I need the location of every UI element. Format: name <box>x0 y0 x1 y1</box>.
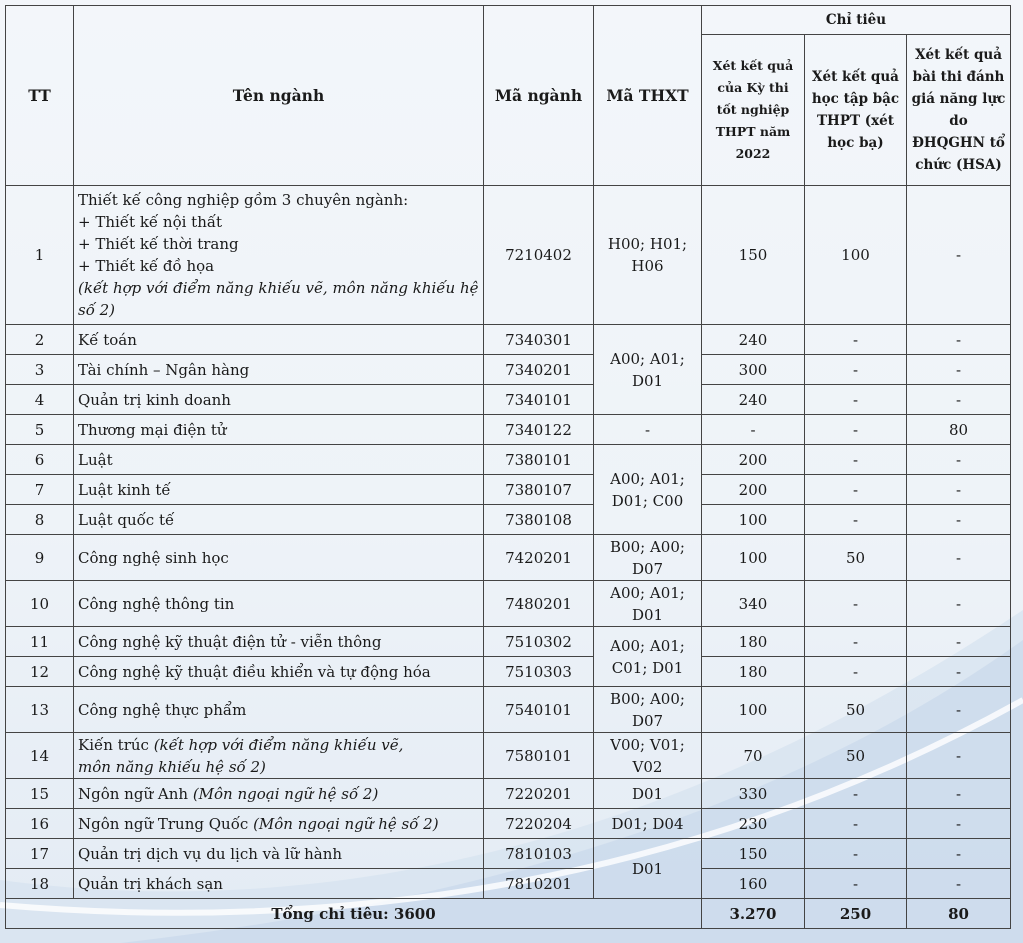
table-row <box>6 355 1011 385</box>
cell-tt: 5 <box>6 415 74 445</box>
cell-code: 7220201 <box>484 779 594 809</box>
cell-name: Luật <box>74 445 484 475</box>
cell-hocba: - <box>805 657 907 687</box>
cell-thxt: A00; A01; D01 <box>594 581 702 627</box>
table-row <box>6 687 1011 733</box>
cell-thpt: 100 <box>702 505 805 535</box>
cell-hocba: - <box>805 505 907 535</box>
cell-hocba: - <box>805 385 907 415</box>
cell-hsa: - <box>907 839 1011 869</box>
cell-thxt: D01 <box>594 779 702 809</box>
cell-code: 7540101 <box>484 687 594 733</box>
cell-hsa: - <box>907 581 1011 627</box>
cell-tt: 6 <box>6 445 74 475</box>
table-row <box>6 809 1011 839</box>
name-note: (Môn ngoại ngữ hệ số 2) <box>253 814 439 833</box>
cell-tt: 8 <box>6 505 74 535</box>
cell-hsa: - <box>907 355 1011 385</box>
cell-hsa: - <box>907 627 1011 657</box>
cell-hocba: - <box>805 475 907 505</box>
cell-thxt: A00; A01; C01; D01 <box>594 627 702 687</box>
name-line: + Thiết kế nội thất <box>78 213 223 231</box>
cell-code: 7340201 <box>484 355 594 385</box>
cell-thpt: 340 <box>702 581 805 627</box>
cell-tt: 15 <box>6 779 74 809</box>
cell-hocba: - <box>805 445 907 475</box>
cell-thpt: 230 <box>702 809 805 839</box>
table-row <box>6 733 1011 779</box>
cell-thxt: D01; D04 <box>594 809 702 839</box>
cell-hsa: - <box>907 445 1011 475</box>
cell-thxt: A00; A01; D01 <box>594 325 702 415</box>
cell-hocba: - <box>805 627 907 657</box>
cell-tt: 11 <box>6 627 74 657</box>
cell-hsa: - <box>907 325 1011 355</box>
cell-hsa: - <box>907 687 1011 733</box>
cell-hocba: 100 <box>805 186 907 325</box>
cell-code: 7340122 <box>484 415 594 445</box>
table-row <box>6 839 1011 869</box>
cell-thpt: - <box>702 415 805 445</box>
cell-tt: 2 <box>6 325 74 355</box>
cell-thxt: V00; V01; V02 <box>594 733 702 779</box>
cell-thpt: 330 <box>702 779 805 809</box>
name-main: Ngôn ngữ Anh <box>78 784 193 803</box>
cell-thpt: 300 <box>702 355 805 385</box>
cell-thpt: 200 <box>702 445 805 475</box>
table-row <box>6 535 1011 581</box>
header-tt: TT <box>6 6 74 186</box>
cell-code: 7510302 <box>484 627 594 657</box>
total-thpt: 3.270 <box>702 899 805 929</box>
cell-name: Quản trị dịch vụ du lịch và lữ hành <box>74 839 484 869</box>
name-note: (Môn ngoại ngữ hệ số 2) <box>192 784 379 803</box>
cell-hsa: 80 <box>907 415 1011 445</box>
cell-thpt: 200 <box>702 475 805 505</box>
total-hocba: 250 <box>805 899 907 929</box>
cell-tt: 16 <box>6 809 74 839</box>
cell-thxt: B00; A00; D07 <box>594 687 702 733</box>
cell-thxt: D01 <box>594 839 702 899</box>
cell-name: Công nghệ thực phẩm <box>74 687 484 733</box>
cell-code: 7420201 <box>484 535 594 581</box>
header-sub-hocba: Xét kết quả học tập bậc THPT (xét học bạ) <box>805 35 907 186</box>
cell-tt: 9 <box>6 535 74 581</box>
cell-thpt: 150 <box>702 839 805 869</box>
name-note: (kết hợp với điểm năng khiếu vẽ, môn năng khiếu hệ số 2) <box>78 279 479 319</box>
name-note: môn năng khiếu hệ số 2) <box>78 757 266 776</box>
cell-name: Luật quốc tế <box>74 505 484 535</box>
header-sub-hsa: Xét kết quả bài thi đánh giá năng lực do ĐHQGHN tổ chức (HSA) <box>907 35 1011 186</box>
name-note: (kết hợp với điểm năng khiếu vẽ, <box>153 735 404 754</box>
cell-name: Tài chính – Ngân hàng <box>74 355 484 385</box>
cell-hocba: - <box>805 325 907 355</box>
cell-hsa: - <box>907 869 1011 899</box>
cell-name: Quản trị khách sạn <box>74 869 484 899</box>
cell-thxt: A00; A01; D01; C00 <box>594 445 702 535</box>
table-row <box>6 869 1011 899</box>
cell-hocba: 50 <box>805 535 907 581</box>
name-line: Thiết kế công nghiệp gồm 3 chuyên ngành: <box>78 191 409 209</box>
admissions-quota-table <box>5 5 1011 929</box>
table-row <box>6 186 1011 325</box>
header-sub-thpt: Xét kết quả của Kỳ thi tốt nghiệp THPT năm 2022 <box>702 35 805 186</box>
cell-name: Thương mại điện tử <box>74 415 484 445</box>
cell-code: 7580101 <box>484 733 594 779</box>
cell-hocba: - <box>805 355 907 385</box>
cell-thpt: 100 <box>702 535 805 581</box>
cell-code: 7220204 <box>484 809 594 839</box>
cell-tt: 7 <box>6 475 74 505</box>
cell-thpt: 240 <box>702 385 805 415</box>
cell-hocba: 50 <box>805 733 907 779</box>
cell-tt: 1 <box>6 186 74 325</box>
cell-name <box>74 779 484 809</box>
table-row <box>6 445 1011 475</box>
table-row <box>6 385 1011 415</box>
cell-hocba: - <box>805 869 907 899</box>
cell-name: Luật kinh tế <box>74 475 484 505</box>
cell-thpt: 180 <box>702 627 805 657</box>
cell-thxt: - <box>594 415 702 445</box>
cell-tt: 10 <box>6 581 74 627</box>
cell-code: 7380107 <box>484 475 594 505</box>
cell-hsa: - <box>907 779 1011 809</box>
table-row <box>6 325 1011 355</box>
cell-tt: 18 <box>6 869 74 899</box>
cell-code: 7810103 <box>484 839 594 869</box>
cell-thpt: 150 <box>702 186 805 325</box>
cell-hocba: - <box>805 839 907 869</box>
cell-name: Công nghệ kỹ thuật điều khiển và tự động hóa <box>74 657 484 687</box>
cell-hsa: - <box>907 535 1011 581</box>
cell-hocba: - <box>805 581 907 627</box>
cell-name: Công nghệ sinh học <box>74 535 484 581</box>
cell-tt: 12 <box>6 657 74 687</box>
cell-hocba: 50 <box>805 687 907 733</box>
cell-thpt: 100 <box>702 687 805 733</box>
cell-hsa: - <box>907 733 1011 779</box>
cell-hsa: - <box>907 385 1011 415</box>
cell-name <box>74 186 484 325</box>
header-ten-nganh: Tên ngành <box>74 6 484 186</box>
cell-hocba: - <box>805 779 907 809</box>
name-main: Kiến trúc <box>78 735 154 754</box>
table-row <box>6 475 1011 505</box>
cell-tt: 13 <box>6 687 74 733</box>
table-row <box>6 581 1011 627</box>
cell-code: 7340301 <box>484 325 594 355</box>
cell-thxt: H00; H01; H06 <box>594 186 702 325</box>
cell-code: 7480201 <box>484 581 594 627</box>
cell-thpt: 180 <box>702 657 805 687</box>
name-line: + Thiết kế đồ họa <box>78 257 215 275</box>
cell-hsa: - <box>907 186 1011 325</box>
cell-hsa: - <box>907 505 1011 535</box>
header-ma-nganh: Mã ngành <box>484 6 594 186</box>
cell-hocba: - <box>805 415 907 445</box>
cell-tt: 4 <box>6 385 74 415</box>
table-row <box>6 627 1011 657</box>
cell-name: Quản trị kinh doanh <box>74 385 484 415</box>
cell-tt: 17 <box>6 839 74 869</box>
cell-tt: 14 <box>6 733 74 779</box>
table-row <box>6 505 1011 535</box>
cell-thxt: B00; A00; D07 <box>594 535 702 581</box>
table-row <box>6 779 1011 809</box>
table-row <box>6 415 1011 445</box>
header-ma-thxt: Mã THXT <box>594 6 702 186</box>
cell-name: Công nghệ kỹ thuật điện tử - viễn thông <box>74 627 484 657</box>
cell-name: Công nghệ thông tin <box>74 581 484 627</box>
total-row <box>6 899 1011 929</box>
cell-code: 7510303 <box>484 657 594 687</box>
cell-name: Kế toán <box>74 325 484 355</box>
cell-hsa: - <box>907 475 1011 505</box>
name-main: Ngôn ngữ Trung Quốc <box>78 814 254 833</box>
cell-code: 7380108 <box>484 505 594 535</box>
cell-hsa: - <box>907 809 1011 839</box>
cell-thpt: 240 <box>702 325 805 355</box>
cell-name <box>74 733 484 779</box>
cell-thpt: 70 <box>702 733 805 779</box>
cell-hsa: - <box>907 657 1011 687</box>
cell-code: 7210402 <box>484 186 594 325</box>
name-line: + Thiết kế thời trang <box>78 235 239 253</box>
cell-thpt: 160 <box>702 869 805 899</box>
total-label: Tổng chỉ tiêu: 3600 <box>6 899 702 929</box>
cell-tt: 3 <box>6 355 74 385</box>
header-row <box>6 6 1011 35</box>
total-hsa: 80 <box>907 899 1011 929</box>
header-chi-tieu: Chỉ tiêu <box>702 6 1011 35</box>
cell-code: 7810201 <box>484 869 594 899</box>
cell-code: 7380101 <box>484 445 594 475</box>
cell-name <box>74 809 484 839</box>
cell-hocba: - <box>805 809 907 839</box>
cell-code: 7340101 <box>484 385 594 415</box>
table-row <box>6 657 1011 687</box>
